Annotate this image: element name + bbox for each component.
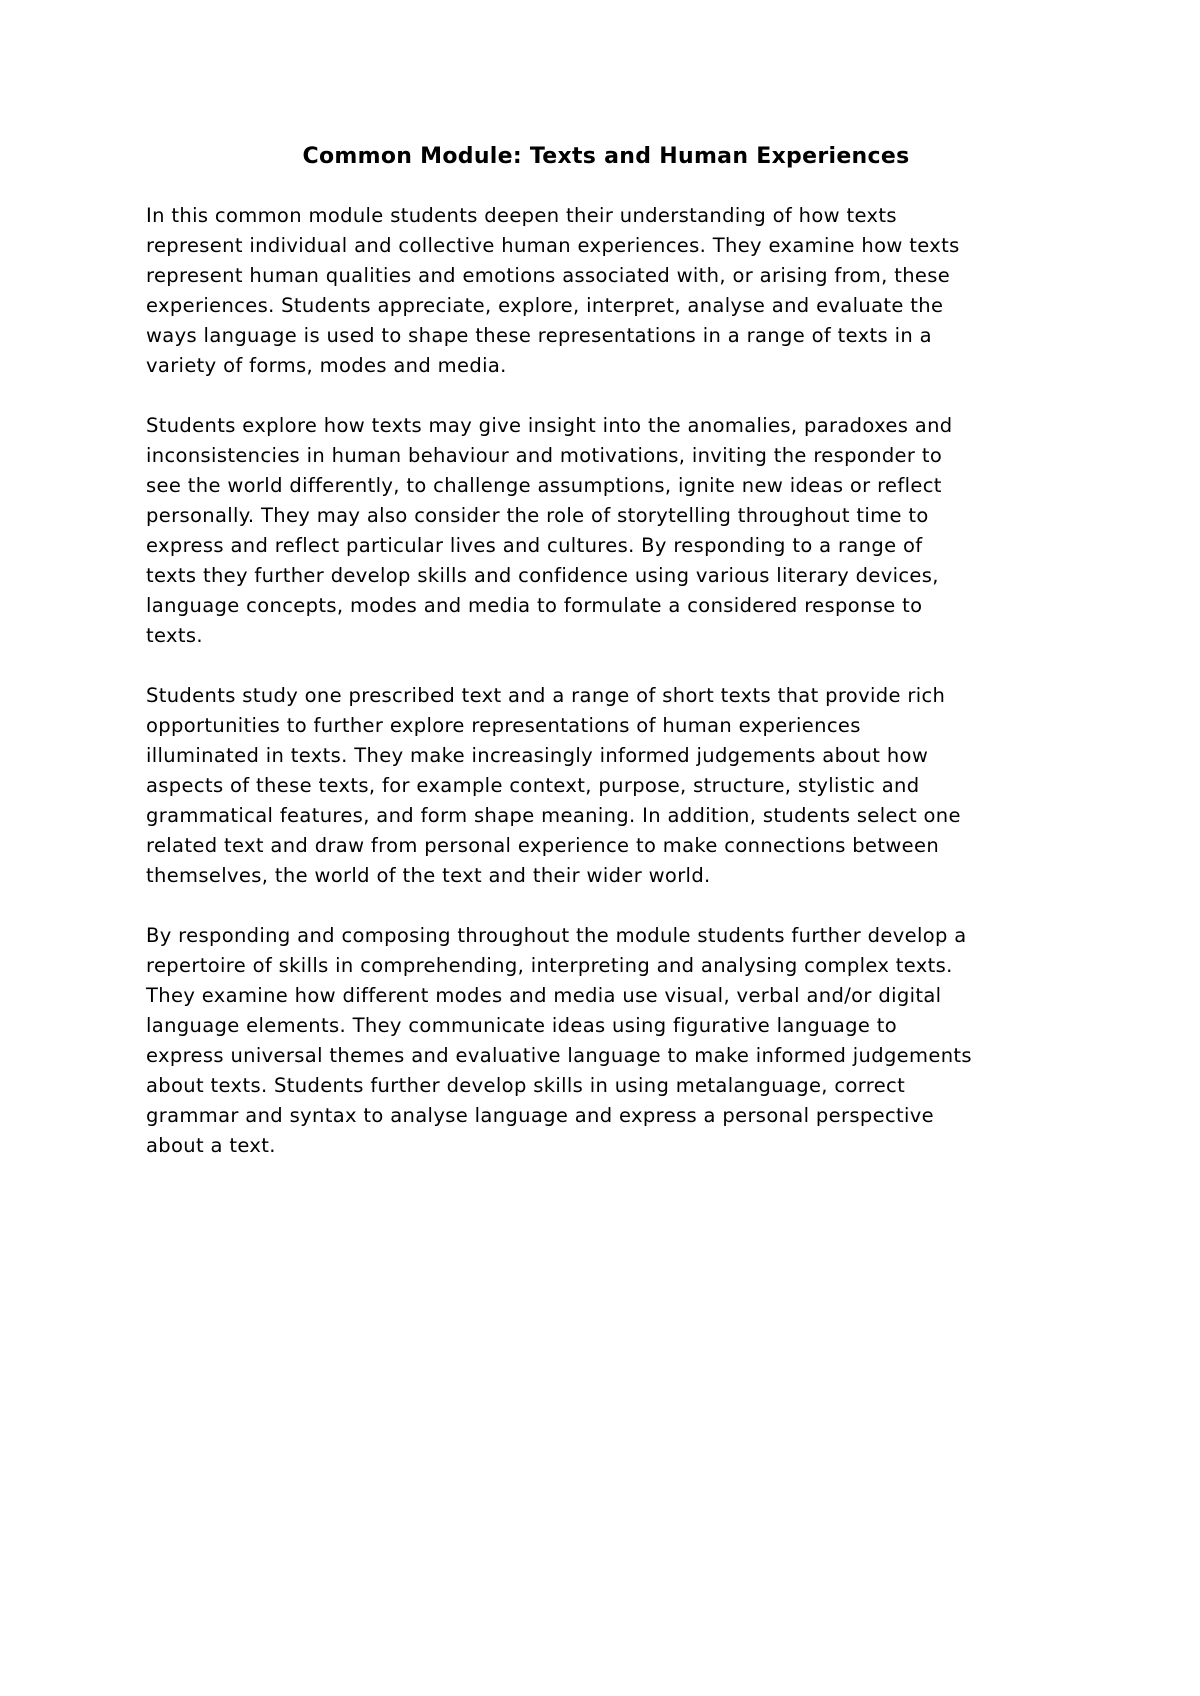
text-line: In this common module students deepen their understanding of how texts <box>146 204 897 227</box>
text-line: Students explore how texts may give insight into the anomalies, paradoxes and <box>146 414 953 437</box>
text-line: opportunities to further explore representations of human experiences <box>146 714 861 737</box>
text-line: Students study one prescribed text and a range of short texts that provide rich <box>146 684 946 707</box>
text-line: see the world differently, to challenge assumptions, ignite new ideas or reflect <box>146 474 942 497</box>
text-line: represent human qualities and emotions associated with, or arising from, these <box>146 264 951 287</box>
text-line: texts. <box>146 624 203 647</box>
paragraph-3 <box>146 681 1078 891</box>
text-line: illuminated in texts. They make increasingly informed judgements about how <box>146 744 929 767</box>
text-line: experiences. Students appreciate, explore, interpret, analyse and evaluate the <box>146 294 944 317</box>
text-line: personally. They may also consider the role of storytelling throughout time to <box>146 504 929 527</box>
text-line: about texts. Students further develop skills in using metalanguage, correct <box>146 1074 906 1097</box>
text-line: language concepts, modes and media to formulate a considered response to <box>146 594 923 617</box>
text-line: express universal themes and evaluative language to make informed judgements <box>146 1044 972 1067</box>
text-line: language elements. They communicate ideas using figurative language to <box>146 1014 898 1037</box>
paragraph-4 <box>146 921 1078 1161</box>
paragraph-2 <box>146 411 1078 651</box>
text-line: ways language is used to shape these representations in a range of texts in a <box>146 324 932 347</box>
text-line: themselves, the world of the text and their wider world. <box>146 864 711 887</box>
text-line: By responding and composing throughout the module students further develop a <box>146 924 967 947</box>
text-line: express and reflect particular lives and cultures. By responding to a range of <box>146 534 923 557</box>
text-line: aspects of these texts, for example context, purpose, structure, stylistic and <box>146 774 920 797</box>
text-line: They examine how different modes and media use visual, verbal and/or digital <box>146 984 942 1007</box>
text-line: related text and draw from personal experience to make connections between <box>146 834 940 857</box>
text-line: texts they further develop skills and confidence using various literary devices, <box>146 564 939 587</box>
text-line: represent individual and collective human experiences. They examine how texts <box>146 234 960 257</box>
paragraph-1 <box>146 201 1078 381</box>
document-title: Common Module: Texts and Human Experiences <box>302 144 910 169</box>
document-body <box>146 142 1078 1191</box>
text-line: grammatical features, and form shape meaning. In addition, students select one <box>146 804 961 827</box>
text-line: variety of forms, modes and media. <box>146 354 507 377</box>
text-line: grammar and syntax to analyse language and express a personal perspective <box>146 1104 935 1127</box>
text-line: inconsistencies in human behaviour and motivations, inviting the responder to <box>146 444 943 467</box>
text-line: repertoire of skills in comprehending, interpreting and analysing complex texts. <box>146 954 953 977</box>
text-line: about a text. <box>146 1134 276 1157</box>
